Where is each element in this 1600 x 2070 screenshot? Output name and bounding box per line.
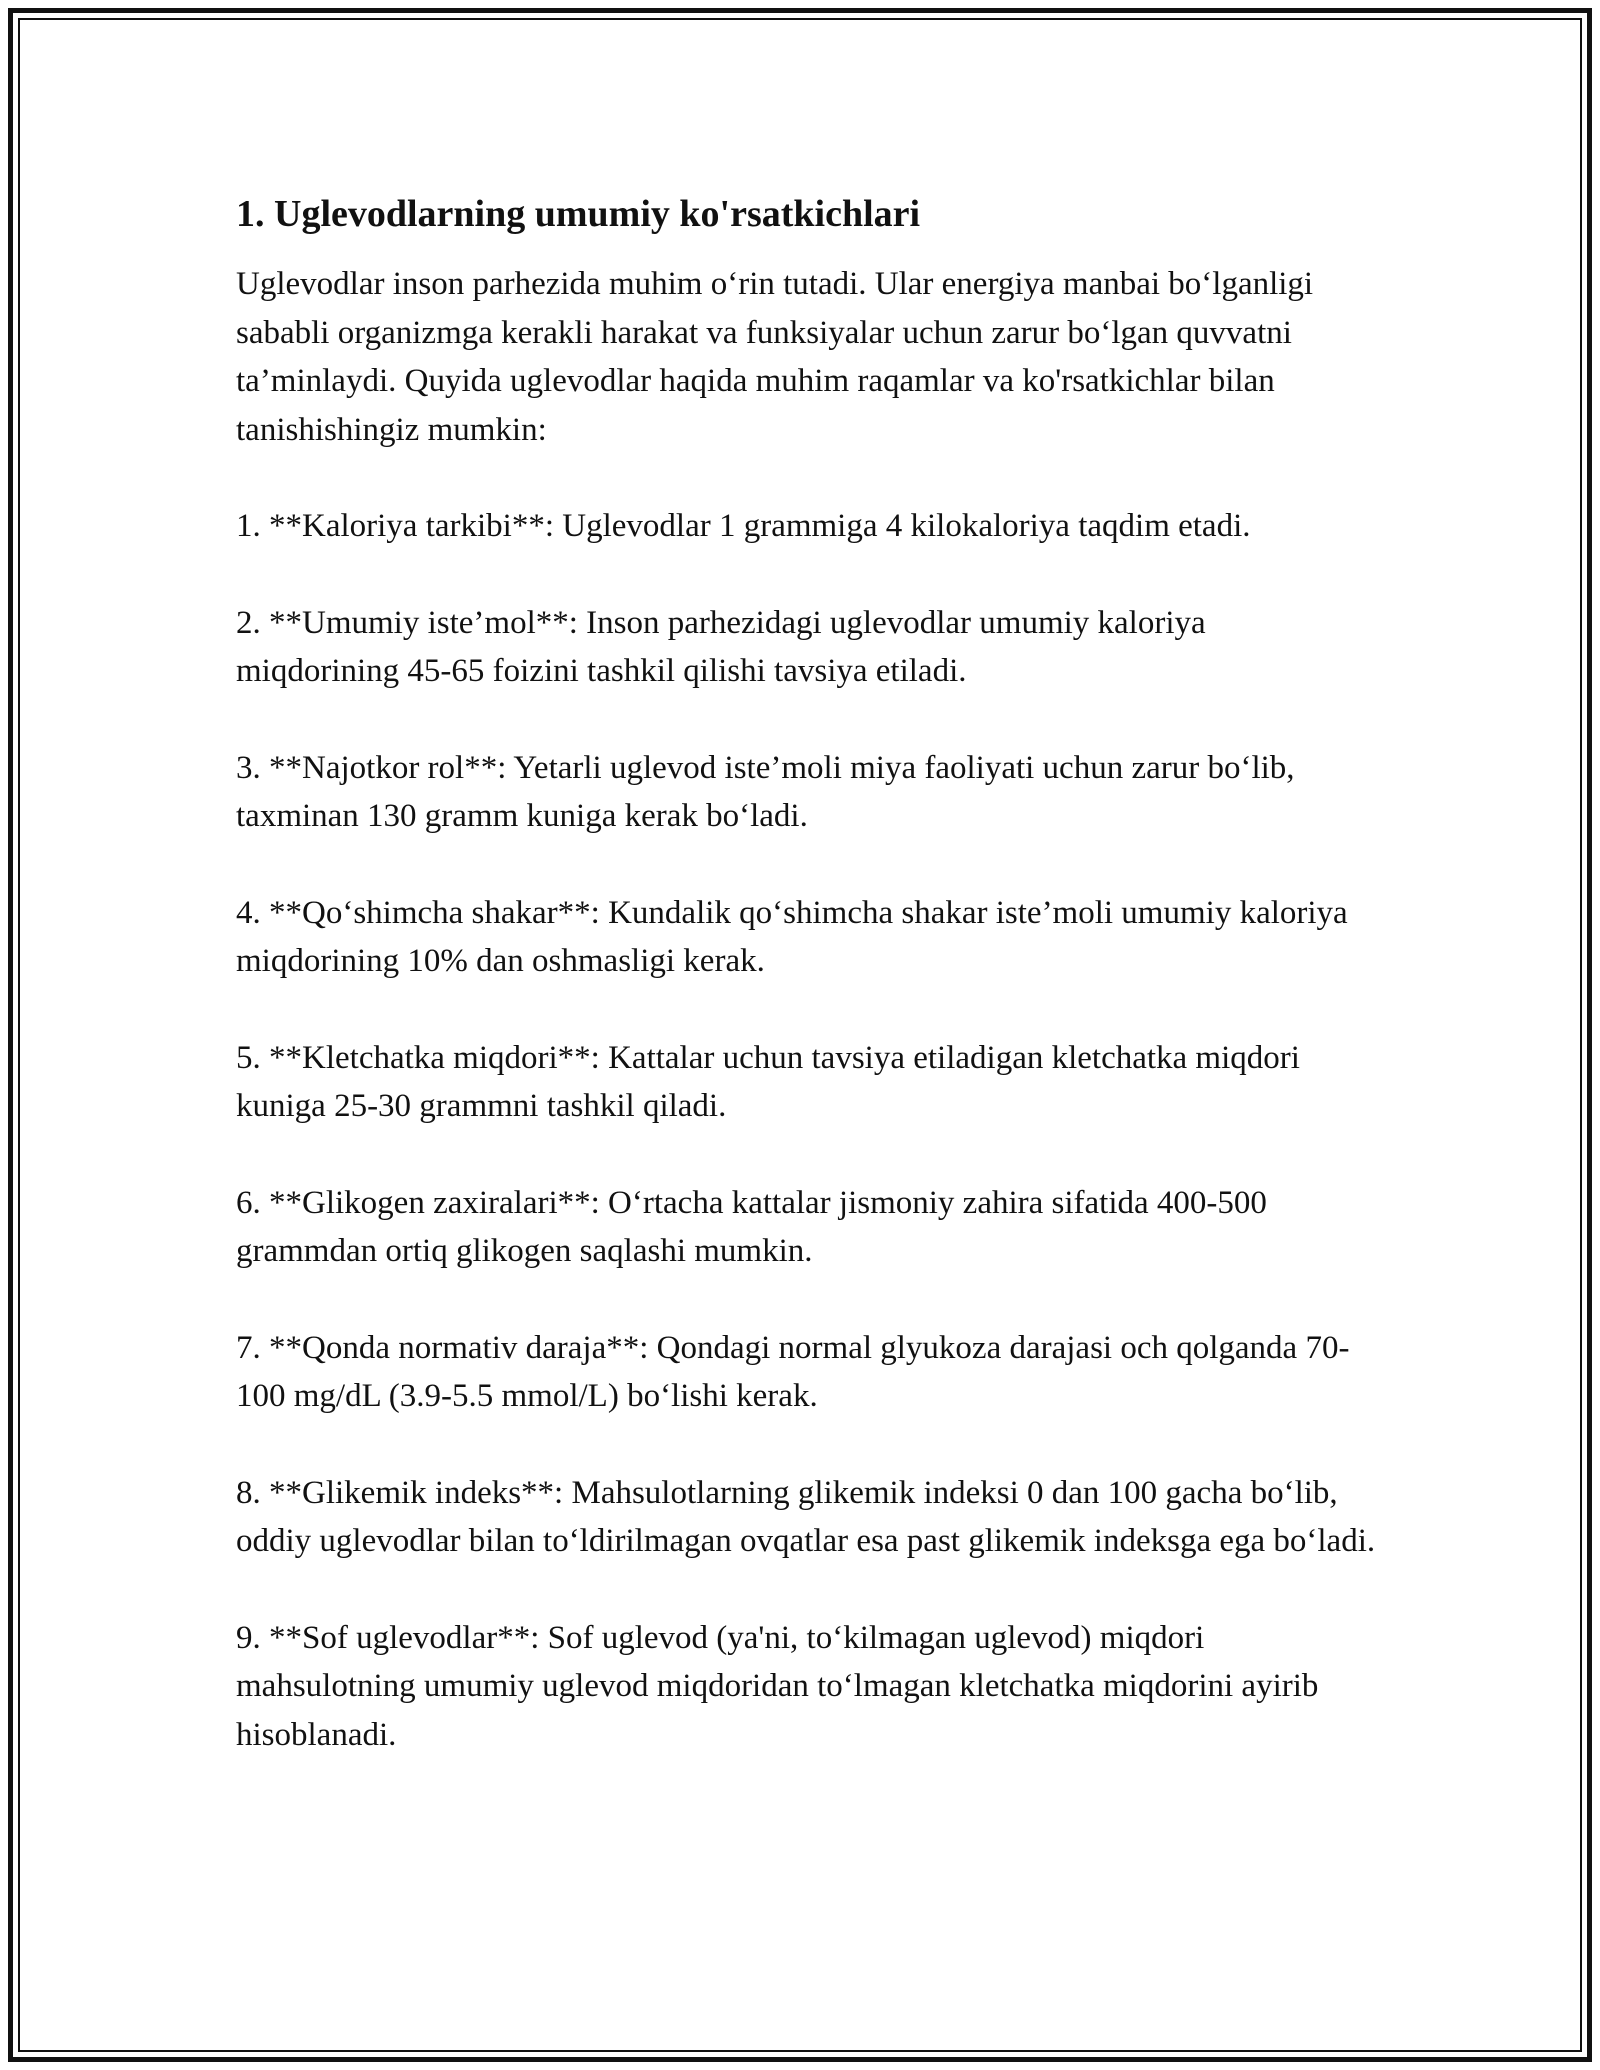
list-item-9: 9. **Sof uglevodlar**: Sof uglevod (ya'ni, to‘kilmagan uglevod) miqdori mahsulotning umumiy uglevod miqdoridan to‘lmagan kletchatka miqdorini ayirib hisoblanadi. [236, 1619, 1319, 1753]
list-item-4: 4. **Qo‘shimcha shakar**: Kundalik qo‘shimcha shakar iste’moli umumiy kaloriya miqdorining 10% dan oshmasligi kerak. [236, 894, 1348, 979]
intro-paragraph: Uglevodlar inson parhezida muhim o‘rin tutadi. Ular energiya manbai bo‘lganligi sababli organizmga kerakli harakat va funksiyalar uchun zarur bo‘lgan quvvatni ta’minlaydi. Quyida uglevodlar haqida muhim raqamlar va ko'rsatkichlar bilan tanishishingiz mumkin: [236, 266, 1314, 448]
list-item-2: 2. **Umumiy iste’mol**: Inson parhezidagi uglevodlar umumiy kaloriya miqdorining 45-65 foizini tashkil qilishi tavsiya etiladi. [236, 604, 1206, 689]
document-body [236, 188, 1376, 1807]
list-item-8: 8. **Glikemik indeks**: Mahsulotlarning glikemik indeksi 0 dan 100 gacha bo‘lib, oddiy uglevodlar bilan to‘ldirilmagan ovqatlar esa past glikemik indeksga ega bo‘ladi. [236, 1474, 1376, 1559]
list-item-7: 7. **Qonda normativ daraja**: Qondagi normal glyukoza darajasi och qolganda 70-100 mg/dL (3.9-5.5 mmol/L) bo‘lishi kerak. [236, 1329, 1350, 1414]
list-item-6: 6. **Glikogen zaxiralari**: O‘rtacha kattalar jismoniy zahira sifatida 400-500 grammdan ortiq glikogen saqlashi mumkin. [236, 1184, 1267, 1269]
list-item-3: 3. **Najotkor rol**: Yetarli uglevod iste’moli miya faoliyati uchun zarur bo‘lib, taxminan 130 gramm kuniga kerak bo‘ladi. [236, 749, 1295, 834]
section-heading: 1. Uglevodlarning umumiy ko'rsatkichlari [236, 193, 921, 235]
list-item-1: 1. **Kaloriya tarkibi**: Uglevodlar 1 grammiga 4 kilokaloriya taqdim etadi. [236, 508, 1251, 544]
list-item-5: 5. **Kletchatka miqdori**: Kattalar uchun tavsiya etiladigan kletchatka miqdori kuniga 25-30 grammni tashkil qiladi. [236, 1039, 1300, 1124]
